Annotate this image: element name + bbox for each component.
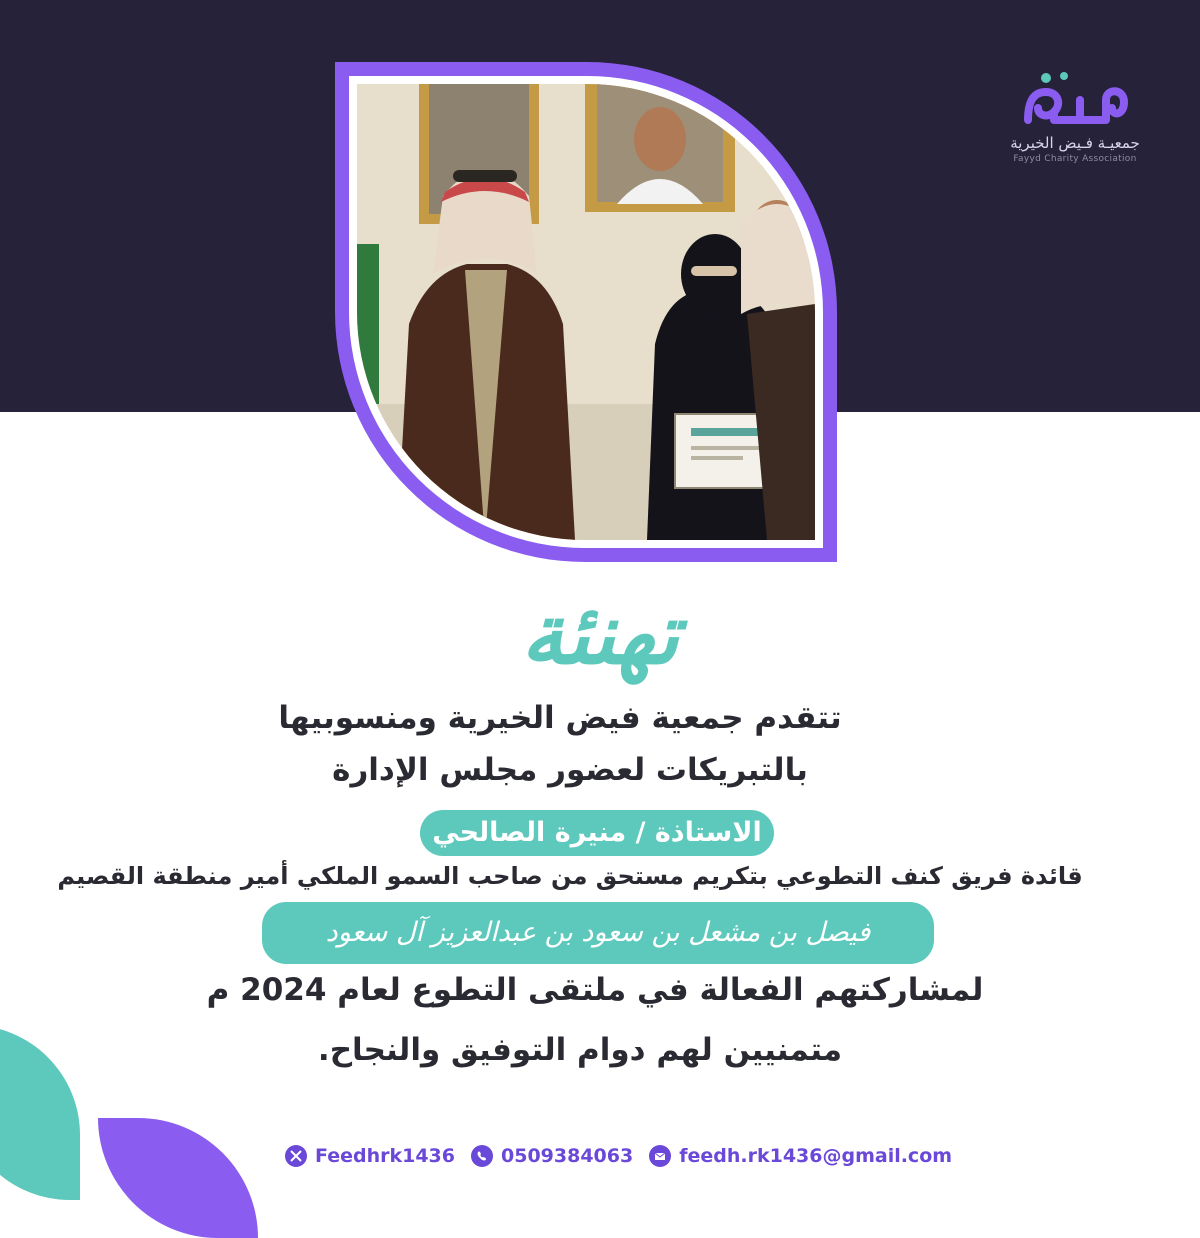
svg-text:تهنئة: تهنئة [521,584,679,683]
logo-english-name: Fayyd Charity Association [1013,154,1137,164]
logo [1000,70,1150,180]
x-logo-icon [285,1145,307,1167]
intro-line: تتقدم جمعية فيض الخيرية ومنسوبيها [278,700,842,736]
greeting-line: بالتبريكات لعضور مجلس الإدارة [332,752,808,788]
phone-number: 0509384063 [501,1145,634,1167]
logo-arabic-name: جمعيـة فـيض الخيرية [1010,134,1140,152]
event-photo [357,84,815,540]
contact-email[interactable] [649,1145,952,1167]
photo-frame [335,62,837,562]
contact-phone[interactable] [471,1145,633,1167]
contact-footer [285,1138,968,1174]
wishes-line: متمنيين لهم دوام التوفيق والنجاح. [317,1032,843,1068]
email-address: feedh.rk1436@gmail.com [679,1145,953,1167]
contact-x[interactable] [285,1145,455,1167]
participation-line: لمشاركتهم الفعالة في ملتقى التطوع لعام 2024 م [206,972,984,1008]
x-handle: Feedhrk1436 [315,1145,455,1167]
email-icon [649,1145,671,1167]
logo-mark-icon [1020,70,1130,132]
description-line: قائدة فريق كنف التطوعي بتكريم مستحق من صاحب السمو الملكي أمير منطقة القصيم [57,862,1083,890]
phone-icon [471,1145,493,1167]
photo-illustration [357,84,815,540]
decorative-leaf-purple [98,1118,258,1238]
congratulations-heading [440,565,760,695]
prince-name-badge: فيصل بن مشعل بن سعود بن عبدالعزيز آل سعود [262,902,934,964]
honoree-badge: الاستاذة / منيرة الصالحي [420,810,774,856]
